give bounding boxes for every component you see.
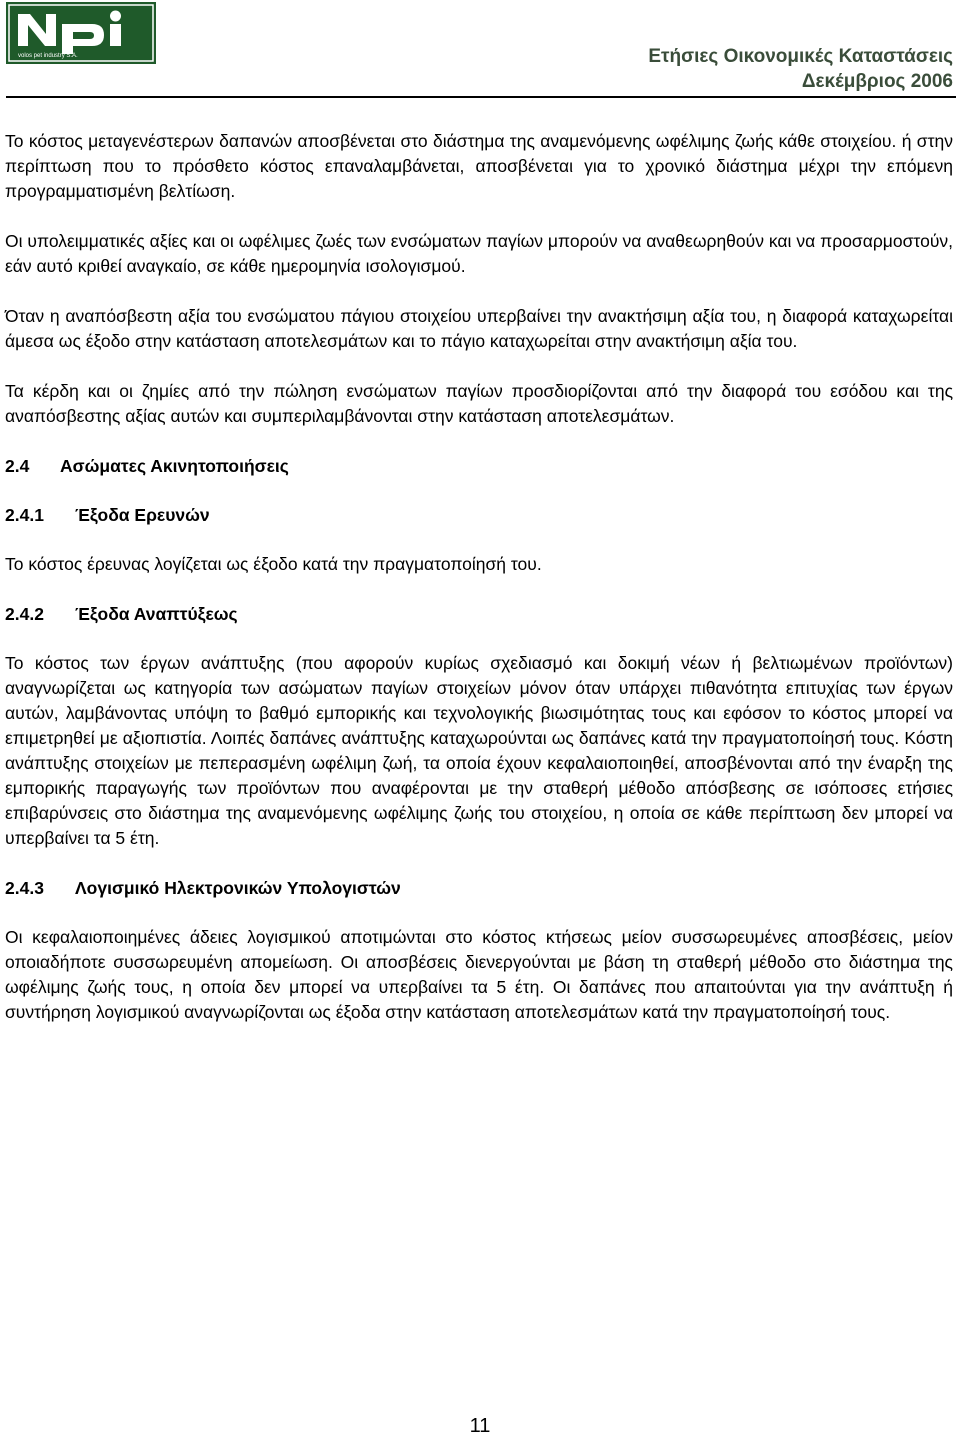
section-heading-2-4-2 xyxy=(5,602,953,627)
page-number: 11 xyxy=(469,1415,491,1437)
paragraph: Το κόστος μεταγενέστερων δαπανών αποσβένεται στο διάστημα της αναμενόμενης ωφέλιμης ζωής κάθε στοιχείου. ή στην περίπτωση που το πρόσθετο κόστος επαναλαμβάνεται, αποσβένεται για το χρονικό διάστημα μέχρι την επόμενη προγραμματισμένη βελτίωση. xyxy=(5,131,953,201)
section-heading-2-4-3 xyxy=(5,876,953,901)
paragraph: Οι κεφαλαιοποιημένες άδειες λογισμικού αποτιμώνται στο κόστος κτήσεως μείον συσσωρευμένες αποσβέσεις, μείον οποιαδήποτε συσσωρευμένη απομείωση. Οι αποσβέσεις διενεργούνται με βάση τη σταθερή μέθοδο στο διάστημα της ωφέλιμης ζωής τους, η οποία δεν μπορεί να υπερβαίνει τα 5 έτη. Οι δαπάνες που απαιτούνται για την ανάπτυξη ή συντήρηση λογισμικού αναγνωρίζονται ως έξοδα στην κατάσταση αποτελεσμάτων κατά την πραγματοποίησή τους. xyxy=(5,927,953,1022)
company-logo xyxy=(6,2,156,64)
section-title: Έξοδα Ερευνών xyxy=(75,505,210,525)
section-title: Λογισμικό Ηλεκτρονικών Υπολογιστών xyxy=(75,878,401,898)
document-title: Ετήσιες Οικονομικές Καταστάσεις xyxy=(648,46,953,67)
paragraph: Όταν η αναπόσβεστη αξία του ενσώματου πάγιου στοιχείου υπερβαίνει την ανακτήσιμη αξία του, η διαφορά καταχωρείται άμεσα ως έξοδο στην κατάσταση αποτελεσμάτων και το πάγιο καταχωρείται στην ανακτήσιμη αξία του. xyxy=(5,306,953,351)
header-divider xyxy=(6,96,956,98)
section-heading-2-4 xyxy=(5,454,953,479)
paragraph: Το κόστος έρευνας λογίζεται ως έξοδο κατά την πραγματοποίησή του. xyxy=(5,554,542,574)
paragraph: Το κόστος των έργων ανάπτυξης (που αφορούν κυρίως σχεδιασμό και δοκιμή νέων ή βελτιωμένων προϊόντων) αναγνωρίζεται ως κατηγορία των ασώματων παγίων στοιχείων μόνον όταν υπάρχει πιθανότητα επιτυχίας των έργων αυτών, λαμβάνοντας υπόψη το βαθμό εμπορικής και τεχνολογικής βιωσιμότητας τους και εφόσον το κόστος μπορεί να επιμετρηθεί με αξιοπιστία. Λοιπές δαπάνες ανάπτυξης καταχωρούνται ως δαπάνες κατά την πραγματοποίησή τους. Κόστη ανάπτυξης στοιχείων με πεπερασμένη ωφέλιμη ζωή, τα οποία έχουν κεφαλαιοποιηθεί, αποσβένονται από την έναρξη της εμπορικής παραγωγής των προϊόντων που αναφέρονται με την σταθερή μέθοδο απόσβεσης σε ισόποσες ετήσιες επιβαρύνσεις στο διάστημα της αναμενόμενης ωφέλιμης ζωής του στοιχείου, η οποία σε κάθε περίπτωση δεν μπορεί να υπερβαίνει τα 5 έτη. xyxy=(5,653,953,848)
section-number: 2.4.2 xyxy=(5,604,44,624)
document-date: Δεκέμβριος 2006 xyxy=(801,71,953,92)
section-number: 2.4.1 xyxy=(5,505,44,525)
section-number: 2.4.3 xyxy=(5,878,44,898)
paragraph: Τα κέρδη και οι ζημίες από την πώληση ενσώματων παγίων προσδιορίζονται από την διαφορά του εσόδου και της αναπόσβεστης αξίας αυτών και συμπεριλαμβάνονται στην κατάσταση αποτελεσμάτων. xyxy=(5,381,953,426)
page-content xyxy=(5,129,953,1050)
section-number: 2.4 xyxy=(5,456,30,476)
section-title: Ασώματες Ακινητοποιήσεις xyxy=(60,456,289,476)
document-header xyxy=(648,44,953,94)
logo-subtext: volos pet industry S.A. xyxy=(18,53,78,59)
section-heading-2-4-1 xyxy=(5,503,953,528)
section-title: Έξοδα Αναπτύξεως xyxy=(75,604,238,624)
paragraph: Οι υπολειμματικές αξίες και οι ωφέλιμες ζωές των ενσώματων παγίων μπορούν να αναθεωρηθούν και να προσαρμοστούν, εάν αυτό κριθεί αναγκαίο, σε κάθε ημερομηνία ισολογισμού. xyxy=(5,231,953,276)
